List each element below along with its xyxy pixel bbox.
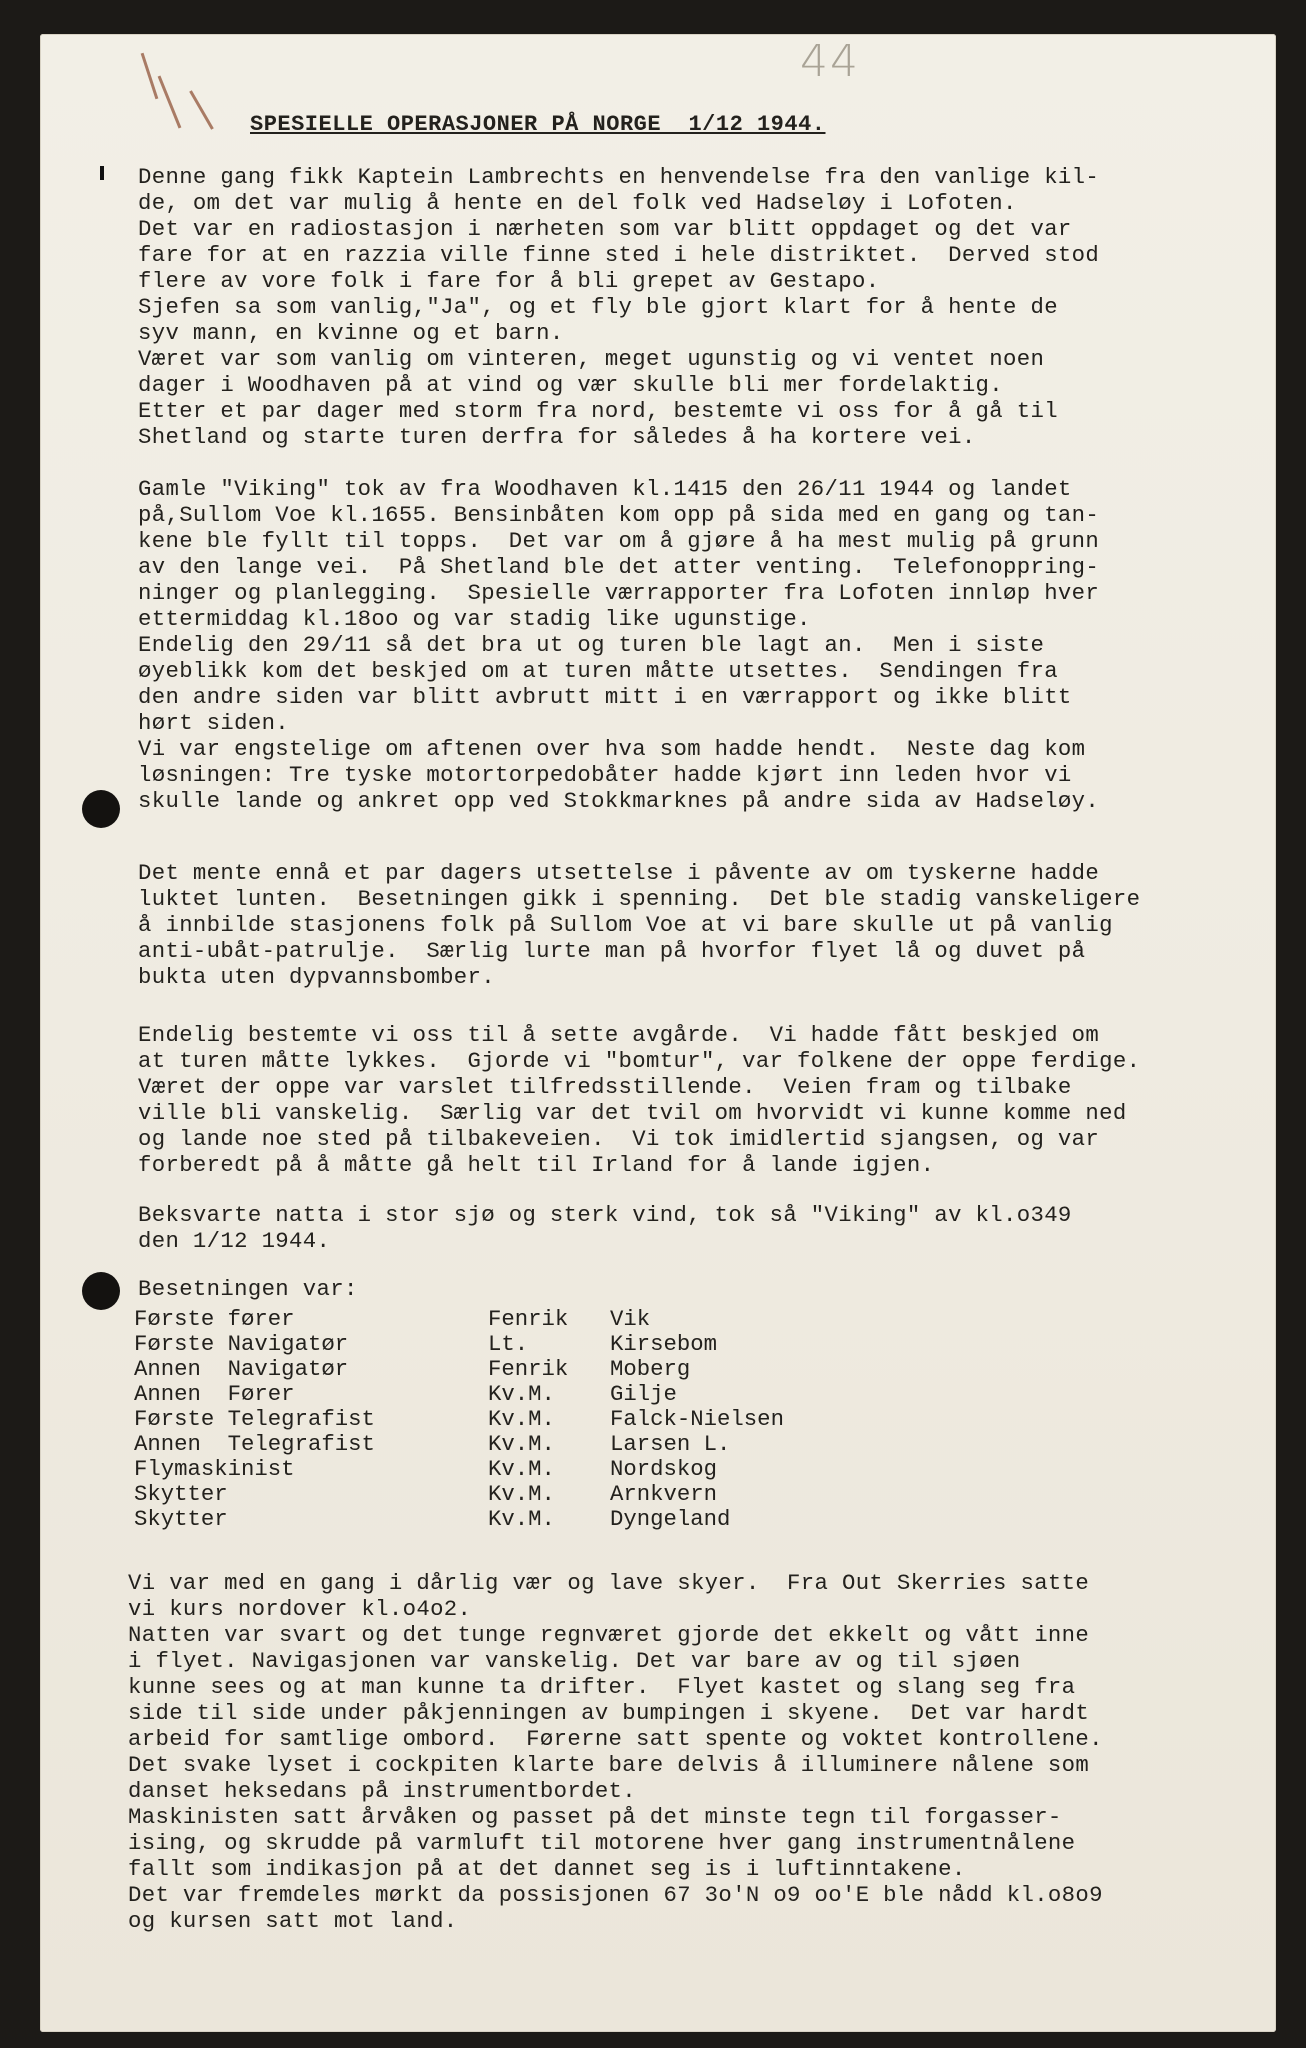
crew-rank: Kv.M. bbox=[488, 1481, 555, 1507]
text-line: den 1/12 1944. bbox=[138, 1228, 331, 1254]
text-line: syv mann, en kvinne og et barn. bbox=[138, 320, 564, 346]
text-line: Været var som vanlig om vinteren, meget ugunstig og vi ventet noen bbox=[138, 346, 1045, 372]
crew-rank: Kv.M. bbox=[488, 1406, 555, 1432]
text-line: flere av vore folk i fare for å bli grepet av Gestapo. bbox=[138, 268, 880, 294]
crew-role: Første fører bbox=[134, 1306, 295, 1332]
text-line: i flyet. Navigasjonen var vanskelig. Det var bare av og til sjøen bbox=[128, 1648, 1021, 1674]
crew-name: Kirsebom bbox=[610, 1331, 718, 1357]
text-line: løsningen: Tre tyske motortorpedobåter hadde kjørt inn leden hvor vi bbox=[138, 762, 1072, 788]
binder-hole bbox=[82, 1272, 120, 1310]
text-line: Gamle "Viking" tok av fra Woodhaven kl.1415 den 26/11 1944 og landet bbox=[138, 476, 1072, 502]
text-line: Etter et par dager med storm fra nord, bestemte vi oss for å gå til bbox=[138, 398, 1058, 424]
text-line: å innbilde stasjonens folk på Sullom Voe at vi bare skulle ut på vanlig bbox=[138, 912, 1113, 938]
crew-rank: Kv.M. bbox=[488, 1506, 555, 1532]
rust-mark bbox=[158, 75, 182, 128]
crew-role: Annen Fører bbox=[134, 1381, 295, 1407]
text-line: av den lange vei. På Shetland ble det atter venting. Telefonoppring- bbox=[138, 554, 1100, 580]
text-line: danset heksedans på instrumentbordet. bbox=[128, 1778, 637, 1804]
crew-role: Annen Telegrafist bbox=[134, 1431, 375, 1457]
text-line: ettermiddag kl.18oo og var stadig like ugunstige. bbox=[138, 606, 811, 632]
text-line: Denne gang fikk Kaptein Lambrechts en henvendelse fra den vanlige kil- bbox=[138, 164, 1100, 190]
text-line: Endelig den 29/11 så det bra ut og turen ble lagt an. Men i siste bbox=[138, 632, 1045, 658]
text-line: ninger og planlegging. Spesielle værrapporter fra Lofoten innløp hver bbox=[138, 580, 1100, 606]
crew-role: Flymaskinist bbox=[134, 1456, 295, 1482]
text-line: ising, og skrudde på varmluft til motorene hver gang instrumentnålene bbox=[128, 1830, 1076, 1856]
crew-role: Skytter bbox=[134, 1481, 228, 1507]
text-line: på,Sullom Voe kl.1655. Bensinbåten kom opp på sida med en gang og tan- bbox=[138, 502, 1100, 528]
crew-name: Vik bbox=[610, 1306, 651, 1332]
crew-rank: Kv.M. bbox=[488, 1456, 555, 1482]
text-line: kene ble fyllt til topps. Det var om å gjøre å ha mest mulig på grunn bbox=[138, 528, 1100, 554]
text-line: Besetningen var: bbox=[138, 1276, 358, 1302]
text-line: bukta uten dypvannsbomber. bbox=[138, 964, 495, 990]
text-line: Endelig bestemte vi oss til å sette avgårde. Vi hadde fått beskjed om bbox=[138, 1022, 1100, 1048]
crew-rank: Fenrik bbox=[488, 1306, 569, 1332]
crew-name: Arnkvern bbox=[610, 1481, 718, 1507]
punch-mark bbox=[100, 166, 104, 180]
crew-name: Larsen L. bbox=[610, 1431, 731, 1457]
binder-hole bbox=[82, 790, 120, 828]
crew-role: Annen Navigatør bbox=[134, 1356, 349, 1382]
text-line: Været der oppe var varslet tilfredsstillende. Veien fram og tilbake bbox=[138, 1074, 1072, 1100]
text-line: side til side under påkjenningen av bumpingen i skyene. Det var hardt bbox=[128, 1700, 1090, 1726]
text-line: vi kurs nordover kl.o4o2. bbox=[128, 1596, 472, 1622]
text-line: forberedt på å måtte gå helt til Irland for å lande igjen. bbox=[138, 1152, 935, 1178]
crew-name: Gilje bbox=[610, 1381, 677, 1407]
text-line: Det var en radiostasjon i nærheten som var blitt oppdaget og det var bbox=[138, 216, 1072, 242]
text-line: Sjefen sa som vanlig,"Ja", og et fly ble gjort klart for å hente de bbox=[138, 294, 1058, 320]
rust-mark bbox=[141, 53, 159, 100]
rust-mark bbox=[189, 90, 214, 130]
text-line: dager i Woodhaven på at vind og vær skulle bli mer fordelaktig. bbox=[138, 372, 1004, 398]
crew-name: Nordskog bbox=[610, 1456, 718, 1482]
text-line: arbeid for samtlige ombord. Førerne satt spente og voktet kontrollene. bbox=[128, 1726, 1103, 1752]
text-line: Det svake lyset i cockpiten klarte bare delvis å illuminere nålene som bbox=[128, 1752, 1090, 1778]
text-line: hørt siden. bbox=[138, 710, 290, 736]
text-line: og lande noe sted på tilbakeveien. Vi tok imidlertid sjangsen, og var bbox=[138, 1126, 1100, 1152]
document-title: SPESIELLE OPERASJONER PÅ NORGE 1/12 1944. bbox=[250, 112, 826, 137]
crew-role: Skytter bbox=[134, 1506, 228, 1532]
text-line: Det var fremdeles mørkt da possisjonen 67 3o'N o9 oo'E ble nådd kl.o8o9 bbox=[128, 1882, 1103, 1908]
text-line: skulle lande og ankret opp ved Stokkmarknes på andre sida av Hadseløy. bbox=[138, 788, 1100, 814]
text-line: Shetland og starte turen derfra for således å ha kortere vei. bbox=[138, 424, 976, 450]
text-line: at turen måtte lykkes. Gjorde vi "bomtur", var folkene der oppe ferdige. bbox=[138, 1048, 1141, 1074]
text-line: Maskinisten satt årvåken og passet på det minste tegn til forgasser- bbox=[128, 1804, 1062, 1830]
text-line: Natten var svart og det tunge regnværet gjorde det ekkelt og vått inne bbox=[128, 1622, 1090, 1648]
crew-role: Første Telegrafist bbox=[134, 1406, 375, 1432]
text-line: Beksvarte natta i stor sjø og sterk vind, tok så "Viking" av kl.o349 bbox=[138, 1202, 1072, 1228]
text-line: luktet lunten. Besetningen gikk i spenning. Det ble stadig vanskeligere bbox=[138, 886, 1141, 912]
text-line: den andre siden var blitt avbrutt mitt i en værrapport og ikke blitt bbox=[138, 684, 1072, 710]
crew-rank: Lt. bbox=[488, 1331, 529, 1357]
text-line: Vi var med en gang i dårlig vær og lave skyer. Fra Out Skerries satte bbox=[128, 1570, 1090, 1596]
text-line: ville bli vanskelig. Særlig var det tvil om hvorvidt vi kunne komme ned bbox=[138, 1100, 1127, 1126]
text-line: kunne sees og at man kunne ta drifter. Flyet kastet og slang seg fra bbox=[128, 1674, 1076, 1700]
document-page bbox=[40, 34, 1276, 2032]
text-line: anti-ubåt-patrulje. Særlig lurte man på hvorfor flyet lå og duvet på bbox=[138, 938, 1086, 964]
text-line: øyeblikk kom det beskjed om at turen måtte utsettes. Sendingen fra bbox=[138, 658, 1058, 684]
text-line: de, om det var mulig å hente en del folk ved Hadseløy i Lofoten. bbox=[138, 190, 1017, 216]
crew-name: Moberg bbox=[610, 1356, 691, 1382]
text-line: fare for at en razzia ville finne sted i hele distriktet. Derved stod bbox=[138, 242, 1100, 268]
text-line: Vi var engstelige om aftenen over hva som hadde hendt. Neste dag kom bbox=[138, 736, 1086, 762]
crew-rank: Kv.M. bbox=[488, 1381, 555, 1407]
page-number: 44 bbox=[800, 36, 860, 87]
text-line: og kursen satt mot land. bbox=[128, 1908, 458, 1934]
text-line: Det mente ennå et par dagers utsettelse i påvente av om tyskerne hadde bbox=[138, 860, 1100, 886]
text-line: fallt som indikasjon på at det dannet seg is i luftinntakene. bbox=[128, 1856, 966, 1882]
crew-rank: Fenrik bbox=[488, 1356, 569, 1382]
crew-name: Falck-Nielsen bbox=[610, 1406, 784, 1432]
crew-role: Første Navigatør bbox=[134, 1331, 349, 1357]
crew-rank: Kv.M. bbox=[488, 1431, 555, 1457]
crew-name: Dyngeland bbox=[610, 1506, 731, 1532]
